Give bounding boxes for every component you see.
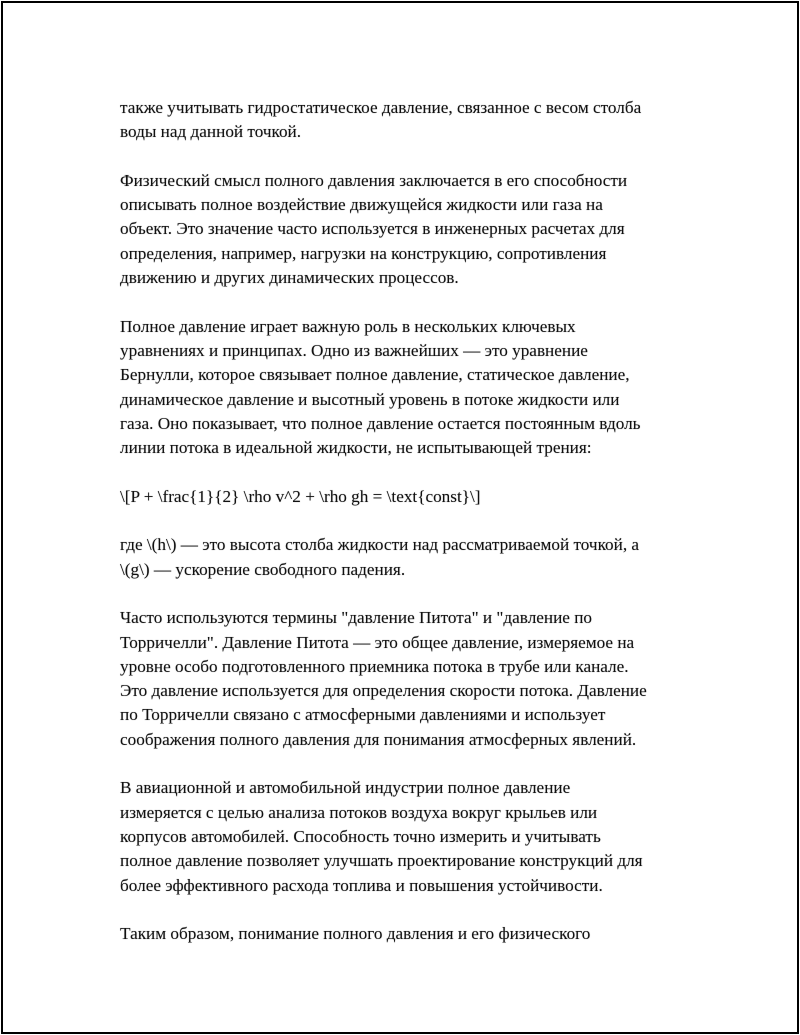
paragraph-7 [120, 922, 700, 946]
text-line: \(g\) — ускорение свободного падения. [120, 559, 406, 579]
text-line: по Торричелли связано с атмосферными давлениями и использует [120, 705, 606, 725]
paragraph-4 [120, 533, 700, 582]
text-line: соображения полного давления для понимания атмосферных явлений. [120, 729, 637, 749]
text-line: газа. Оно показывает, что полное давление остается постоянным вдоль [120, 413, 641, 433]
paragraph-6 [120, 776, 700, 897]
text-line: уравнениях и принципах. Одно из важнейших — это уравнение [120, 340, 588, 360]
page-frame [1, 1, 799, 1034]
text-line: Физический смысл полного давления заключается в его способности [120, 170, 628, 190]
text-line: более эффективного расхода топлива и повышения устойчивости. [120, 875, 603, 895]
text-line: также учитывать гидростатическое давление, связанное с весом столба [120, 98, 642, 117]
text-line: динамическое давление и высотный уровень в потоке жидкости или [120, 389, 620, 409]
text-line: воды над данной точкой. [120, 122, 302, 142]
text-line: Бернулли, которое связывает полное давление, статическое давление, [120, 365, 630, 385]
text-line: объект. Это значение часто используется в инженерных расчетах для [120, 219, 625, 239]
text-line: Это давление используется для определения скорости потока. Давление [120, 681, 647, 701]
text-line: измеряется с целью анализа потоков воздуха вокруг крыльев или [120, 802, 598, 822]
text-line: корпусов автомобилей. Способность точно измерить и учитывать [120, 826, 601, 846]
text-line: определения, например, нагрузки на конструкцию, сопротивления [120, 243, 607, 263]
text-line: линии потока в идеальной жидкости, не испытывающей трения: [120, 438, 592, 458]
document-body [120, 96, 700, 971]
text-line: уровне особо подготовленного приемника потока в трубе или канале. [120, 656, 629, 676]
paragraph-2 [120, 169, 700, 290]
text-line: Часто используются термины "давление Питота" и "давление по [120, 608, 593, 628]
text-line: Таким образом, понимание полного давления и его физического [120, 924, 591, 944]
text-line: движению и других динамических процессов. [120, 268, 459, 288]
text-line: полное давление позволяет улучшать проектирование конструкций для [120, 851, 643, 871]
paragraph-3 [120, 315, 700, 461]
text-line: В авиационной и автомобильной индустрии полное давление [120, 778, 571, 798]
equation-paragraph [120, 485, 700, 509]
equation-line: \[P + \frac{1}{2} \rho v^2 + \rho gh = \text{const}\] [120, 486, 481, 506]
text-line: описывать полное воздействие движущейся жидкости или газа на [120, 195, 603, 215]
text-line: где \(h\) — это высота столба жидкости над рассматриваемой точкой, а [120, 535, 640, 555]
text-line: Полное давление играет важную роль в нескольких ключевых [120, 316, 576, 336]
paragraph-5 [120, 606, 700, 752]
paragraph-1 [120, 96, 700, 145]
text-line: Торричелли". Давление Питота — это общее давление, измеряемое на [120, 632, 635, 652]
